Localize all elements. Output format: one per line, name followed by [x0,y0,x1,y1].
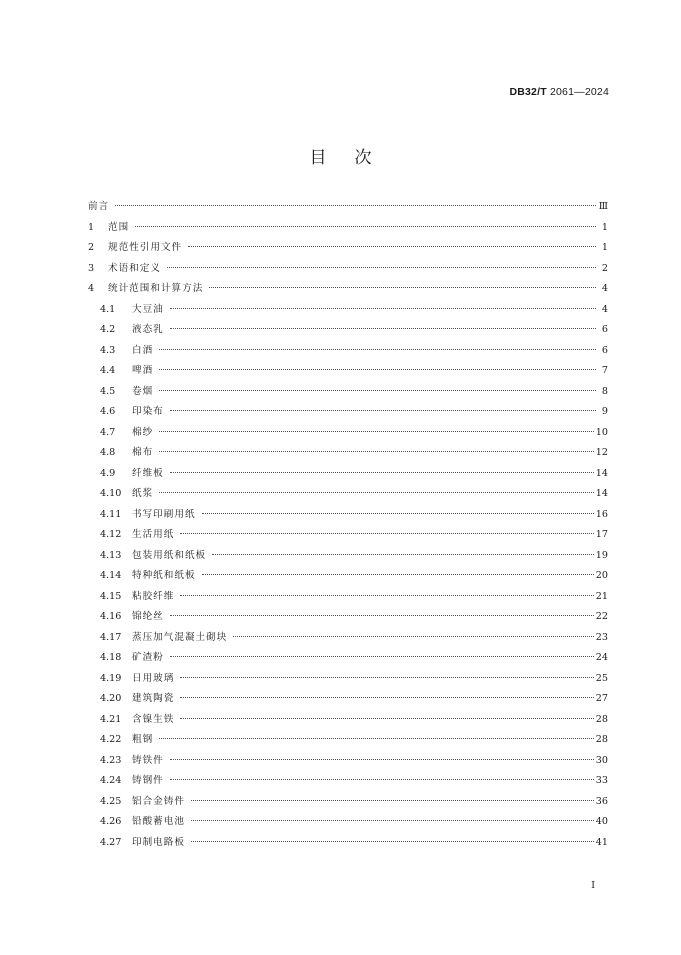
toc-entry-page: 20 [595,570,608,581]
toc-entry-number: 4.15 [100,590,122,602]
toc-dot-leader [233,636,593,637]
toc-entry-title: 锦纶丝 [132,611,164,622]
toc-entry-title: 铝合金铸件 [132,795,185,807]
toc-entry-page: 7 [601,365,608,376]
toc-entry-number: 4.4 [100,365,116,376]
toc-entry-title: 纤维板 [132,467,164,479]
toc-dot-leader [170,472,594,473]
toc-entry-number: 4.17 [100,631,122,643]
toc-entry-page: 2 [601,262,608,274]
toc-entry[interactable] [88,362,608,383]
toc-entry-number: 4.22 [100,734,122,745]
toc-entry-number: 4.1 [100,303,116,315]
toc-dot-leader [159,492,594,493]
toc-entry-number: 1 [88,221,95,233]
toc-dot-leader [170,328,596,329]
toc-entry-page: 28 [595,713,608,725]
toc-dot-leader [159,738,594,739]
toc-entry-title: 统计范围和计算方法 [108,283,204,294]
toc-entry-title: 术语和定义 [108,262,161,274]
toc-entry[interactable] [88,629,608,650]
toc-dot-leader [191,820,594,821]
toc-entry-page: Ⅲ [598,201,608,212]
toc-entry-number: 4.10 [100,488,122,499]
toc-dot-leader [180,595,593,596]
toc-entry-page: 21 [595,590,608,602]
toc-entry-page: 1 [601,242,608,253]
toc-entry-number: 4.26 [100,816,122,827]
toc-entry[interactable] [88,506,608,527]
toc-entry[interactable] [88,711,608,732]
toc-dot-leader [188,246,596,247]
toc-entry-page: 4 [601,283,608,294]
toc-entry-page: 23 [595,631,608,643]
toc-dot-leader [202,574,594,575]
toc-entry-number: 4.27 [100,836,122,848]
toc-entry-number: 4.3 [100,344,116,356]
toc-dot-leader [159,349,596,350]
toc-entry-number: 2 [88,242,95,253]
toc-entry-title: 棉布 [132,447,154,458]
toc-entry-page: 27 [595,693,608,704]
toc-dot-leader [202,513,594,514]
toc-entry-number: 4.6 [100,406,116,417]
toc-entry-title: 前言 [88,201,110,212]
toc-entry-page: 6 [601,344,608,356]
toc-entry-page: 14 [595,488,608,499]
toc-entry[interactable] [88,649,608,670]
toc-entry-title: 包装用纸和纸板 [132,549,207,561]
toc-entry-page: 8 [601,385,608,397]
toc-entry-title: 粘胶纤维 [132,590,175,602]
toc-dot-leader [212,554,594,555]
toc-entry[interactable] [88,260,608,281]
toc-entry[interactable] [88,383,608,404]
toc-entry-title: 大豆油 [132,303,164,315]
toc-entry[interactable] [88,219,608,240]
toc-entry-number: 4.12 [100,529,122,540]
toc-entry-number: 4.23 [100,754,122,766]
toc-dot-leader [159,451,594,452]
toc-entry[interactable] [88,588,608,609]
toc-entry[interactable] [88,526,608,547]
toc-entry-number: 4.20 [100,693,122,704]
toc-entry-title: 铸铁件 [132,754,164,766]
toc-entry-title: 卷烟 [132,385,154,397]
toc-entry-page: 33 [595,775,608,786]
toc-entry-page: 10 [595,426,608,438]
toc-dot-leader [180,697,593,698]
page-number: I [591,880,595,891]
toc-entry[interactable] [88,280,608,301]
toc-entry-number: 4.11 [100,508,122,520]
toc-entry-title: 铸钢件 [132,775,164,786]
toc-entry[interactable] [88,608,608,629]
toc-dot-leader [180,677,593,678]
toc-entry-title: 建筑陶瓷 [132,693,175,704]
toc-entry[interactable] [88,444,608,465]
toc-entry-number: 4.8 [100,447,116,458]
toc-entry-title: 粗钢 [132,734,154,745]
toc-dot-leader [159,431,594,432]
toc-dot-leader [167,267,596,268]
toc-entry-page: 30 [595,754,608,766]
document-prefix: DB32/T [509,86,547,98]
toc-entry-page: 19 [595,549,608,561]
toc-entry[interactable] [88,731,608,752]
toc-entry-title: 规范性引用文件 [108,242,183,253]
toc-entry-number: 4.13 [100,549,122,561]
toc-entry[interactable] [88,813,608,834]
toc-entry-title: 生活用纸 [132,529,175,540]
toc-entry-title: 特种纸和纸板 [132,570,196,581]
toc-entry-page: 41 [595,836,608,848]
toc-entry-title: 液态乳 [132,324,164,335]
toc-entry-number: 4.5 [100,385,116,397]
toc-entry-title: 含镍生铁 [132,713,175,725]
toc-dot-leader [191,800,594,801]
toc-dot-leader [191,841,594,842]
toc-entry[interactable] [88,793,608,814]
toc-entry[interactable] [88,547,608,568]
toc-entry[interactable] [88,403,608,424]
toc-entry-page: 14 [595,467,608,479]
toc-entry-title: 纸浆 [132,488,154,499]
toc-entry-number: 4.2 [100,324,116,335]
toc-entry-title: 印染布 [132,406,164,417]
toc-entry[interactable] [88,772,608,793]
toc-entry-page: 4 [601,303,608,315]
toc-entry-page: 25 [595,672,608,684]
toc-dot-leader [170,308,596,309]
toc-entry-title: 白酒 [132,344,154,356]
toc-entry-page: 16 [595,508,608,520]
toc-dot-leader [170,410,596,411]
toc-entry-number: 4.9 [100,467,116,479]
toc-entry-number: 4.21 [100,713,122,725]
toc-entry-page: 12 [595,447,608,458]
toc-entry-page: 28 [595,734,608,745]
toc-entry-number: 4.24 [100,775,122,786]
toc-entry-number: 4.18 [100,652,122,663]
toc-dot-leader [135,226,596,227]
toc-dot-leader [170,779,594,780]
toc-entry-number: 4.7 [100,426,116,438]
toc-entry[interactable] [88,834,608,855]
toc-entry[interactable] [88,198,608,219]
toc-dot-leader [170,759,594,760]
toc-entry[interactable] [88,670,608,691]
toc-entry-page: 1 [601,221,608,233]
toc-dot-leader [115,205,596,206]
toc-entry[interactable] [88,301,608,322]
table-of-contents [88,198,608,854]
toc-entry-page: 40 [595,816,608,827]
toc-entry-title: 矿渣粉 [132,652,164,663]
toc-entry-title: 范围 [108,221,130,233]
toc-entry-page: 24 [595,652,608,663]
toc-entry-title: 蒸压加气混凝土砌块 [132,631,228,643]
toc-entry-number: 4.16 [100,611,122,622]
toc-entry-page: 9 [601,406,608,417]
toc-entry-title: 书写印刷用纸 [132,508,196,520]
toc-entry-title: 印制电路板 [132,836,185,848]
toc-entry[interactable] [88,690,608,711]
toc-entry-number: 3 [88,262,95,274]
toc-entry-page: 22 [595,611,608,622]
toc-entry-number: 4.25 [100,795,122,807]
toc-dot-leader [170,656,594,657]
toc-entry[interactable] [88,567,608,588]
toc-entry-title: 棉纱 [132,426,154,438]
toc-entry[interactable] [88,465,608,486]
toc-entry[interactable] [88,752,608,773]
toc-entry-title: 铅酸蓄电池 [132,816,185,827]
toc-dot-leader [209,287,596,288]
toc-entry-title: 日用玻璃 [132,672,175,684]
toc-entry-number: 4 [88,283,95,294]
toc-dot-leader [170,615,594,616]
toc-entry[interactable] [88,239,608,260]
toc-entry[interactable] [88,321,608,342]
document-number [509,86,609,98]
toc-entry[interactable] [88,424,608,445]
toc-entry-title: 啤酒 [132,365,154,376]
document-code: 2061—2024 [549,86,609,98]
toc-entry[interactable] [88,485,608,506]
toc-entry-page: 17 [595,529,608,540]
toc-entry-page: 6 [601,324,608,335]
toc-dot-leader [159,390,596,391]
toc-dot-leader [180,718,593,719]
toc-entry[interactable] [88,342,608,363]
toc-dot-leader [180,533,593,534]
toc-entry-number: 4.14 [100,570,122,581]
toc-entry-number: 4.19 [100,672,122,684]
toc-entry-page: 36 [595,795,608,807]
page-title: 目次 [309,148,400,168]
toc-dot-leader [159,369,596,370]
